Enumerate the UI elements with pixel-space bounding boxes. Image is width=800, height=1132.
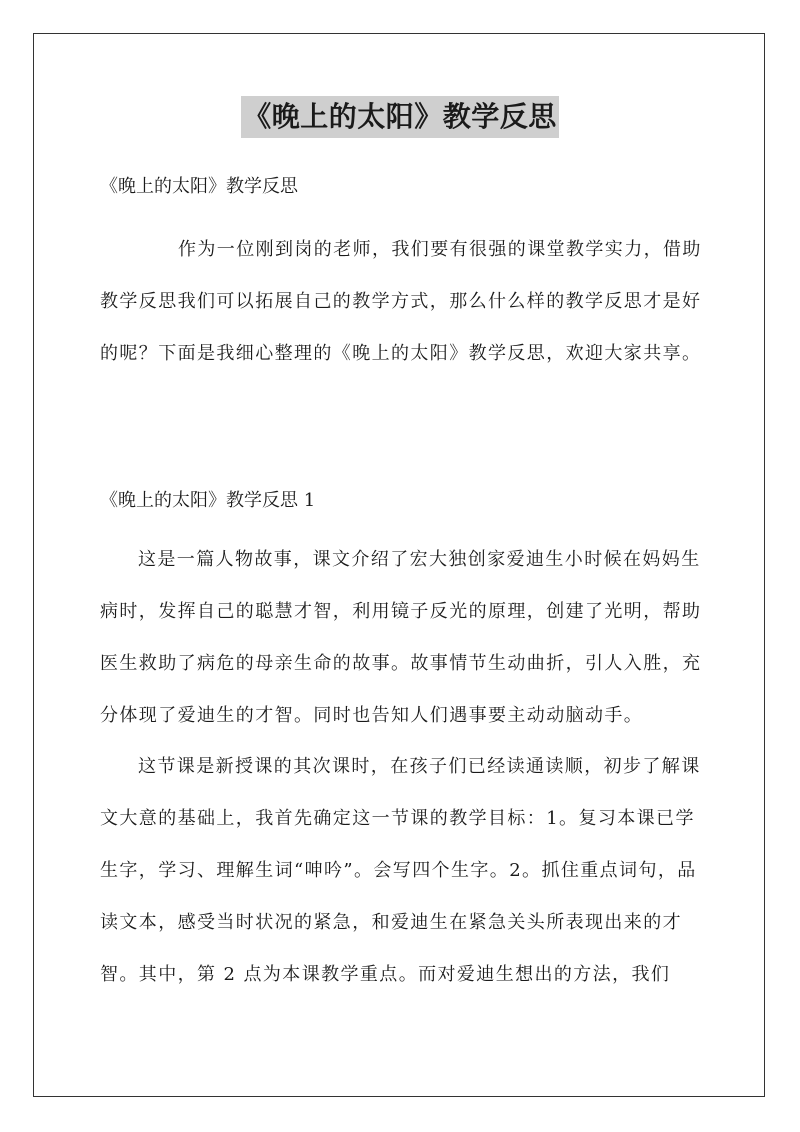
- intro-paragraph: 作为一位刚到岗的老师，我们要有很强的课堂教学实力，借助教学反思我们可以拓展自己的教学方式，那么什么样的教学反思才是好的呢？下面是我细心整理的《晚上的太阳》教学反思，欢迎大家共享。: [100, 239, 702, 364]
- title-container: [0, 96, 800, 138]
- document-title: 《晚上的太阳》教学反思: [241, 96, 559, 138]
- section-heading: 《晚上的太阳》教学反思 1: [100, 490, 316, 511]
- document-subtitle: 《晚上的太阳》教学反思: [100, 176, 298, 197]
- body-paragraph-2: 这节课是新授课的其次课时，在孩子们已经读通读顺，初步了解课文大意的基础上，我首先确定这一节课的教学目标：1。复习本课已学生字，学习、理解生词“呻吟”。会写四个生字。2。抓住重点词句，品读文本，感受当时状况的紧急，和爱迪生在紧急关头所表现出来的才智。其中，第 2 点为本课教学重点。而对爱迪生想出的方法，我们: [100, 756, 701, 985]
- body-paragraph-1: 这是一篇人物故事，课文介绍了宏大独创家爱迪生小时候在妈妈生病时，发挥自己的聪慧才智，利用镜子反光的原理，创建了光明，帮助医生救助了病危的母亲生命的故事。故事情节生动曲折，引人入胜，充分体现了爱迪生的才智。同时也告知人们遇事要主动动脑动手。: [100, 549, 702, 726]
